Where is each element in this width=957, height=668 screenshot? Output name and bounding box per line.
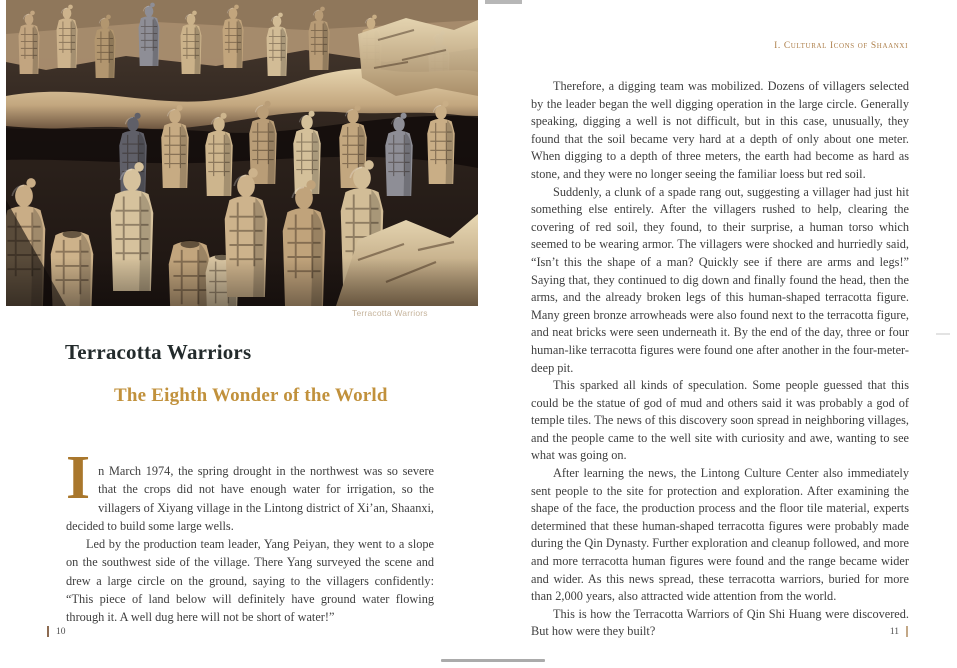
paragraph: This sparked all kinds of speculation. Some people guessed that this could be the statue of god of mud and others said it was probably a god of temple tiles. The news of this discovery soon spread in neighboring villages, and the people came to the well site with curiosity and awe, wanting to see what was going on.	[531, 378, 909, 463]
footer-rule-right	[906, 626, 908, 637]
page-number-left: 10	[56, 626, 66, 637]
footer-rule-left	[47, 626, 49, 637]
drop-cap: I	[66, 444, 91, 512]
terracotta-warriors-photo	[6, 0, 478, 306]
chapter-title: Terracotta Warriors	[65, 340, 252, 364]
page-footer-right	[890, 626, 908, 637]
chapter-subtitle: The Eighth Wonder of the World	[114, 385, 388, 406]
photo-caption: Terracotta Warriors	[352, 308, 428, 318]
paragraph: Suddenly, a clunk of a spade rang out, suggesting a villager had just hit something else entirely. After the villagers rushed to help, clearing the covering of red soil, they found, to their surprise, a human torso which seemed to be wearing armor. The villagers were shocked and hurriedly said, “Isn’t this the shape of a man? Quickly see if there are arms and legs!” Saying that, they continued to dig down and finally found the head, then the arms, and the already broken legs of this human-shaped terracotta figure. Many green bronze arrowheads were also found next to the terracotta figure, and neat bricks were seen underneath it. By the end of the day, three or four human-like terracotta figures were found one after another in the four-meter-deep pit.	[531, 184, 909, 375]
right-page-body	[531, 78, 909, 641]
paragraph: After learning the news, the Lintong Culture Center also immediately sent people to the site for protection and exploration. After examining the shape of the face, the production process and the floor tile material, experts determined that these human-shaped terracotta figures were probably made during the Qin Dynasty. Further exploration and cleanup followed, and more and more terracotta human figures were found and the range became wider and wider. As this news spread, these terracotta warriors, buried for more than 2,000 years, also attracted wide attention from the world.	[531, 466, 909, 604]
page-footer-left	[47, 626, 66, 637]
left-page-body	[66, 444, 434, 627]
reader-scroll-handle[interactable]	[441, 659, 545, 662]
page-number-right: 11	[889, 626, 899, 637]
paragraph: This is how the Terracotta Warriors of Qin Shi Huang were discovered. But how were they built?	[531, 606, 909, 639]
edge-scroll-indicator	[936, 333, 950, 335]
paragraph	[66, 444, 434, 535]
running-header: I. Cultural Icons of Shaanxi	[774, 41, 908, 51]
paragraph: Led by the production team leader, Yang Peiyan, they went to a slope on the southwest side of the village. There Yang surveyed the scene and drew a large circle on the ground, saying to the villagers confidently: “This piece of land below will definitely have ground water flowing through it. A well dug here will not be short of water!”	[66, 537, 434, 625]
paragraph-text: n March 1974, the spring drought in the northwest was so severe that the crops did not have enough water for irrigation, so the villagers of Xiyang village in the Lintong district of Xi’an, Shaanxi, decided to build some large wells.	[66, 464, 434, 533]
paragraph: Therefore, a digging team was mobilized. Dozens of villagers selected by the leader began the well digging operation in the large circle. Generally speaking, digging a well is not difficult, but in this case, unusually, they found that the soil became very hard at a depth of only about one meter. When digging to a depth of three meters, the earth had become as hard as stone, and they were no longer seeing the familiar loess but red soil.	[531, 79, 909, 181]
reader-top-handle[interactable]	[485, 0, 522, 4]
